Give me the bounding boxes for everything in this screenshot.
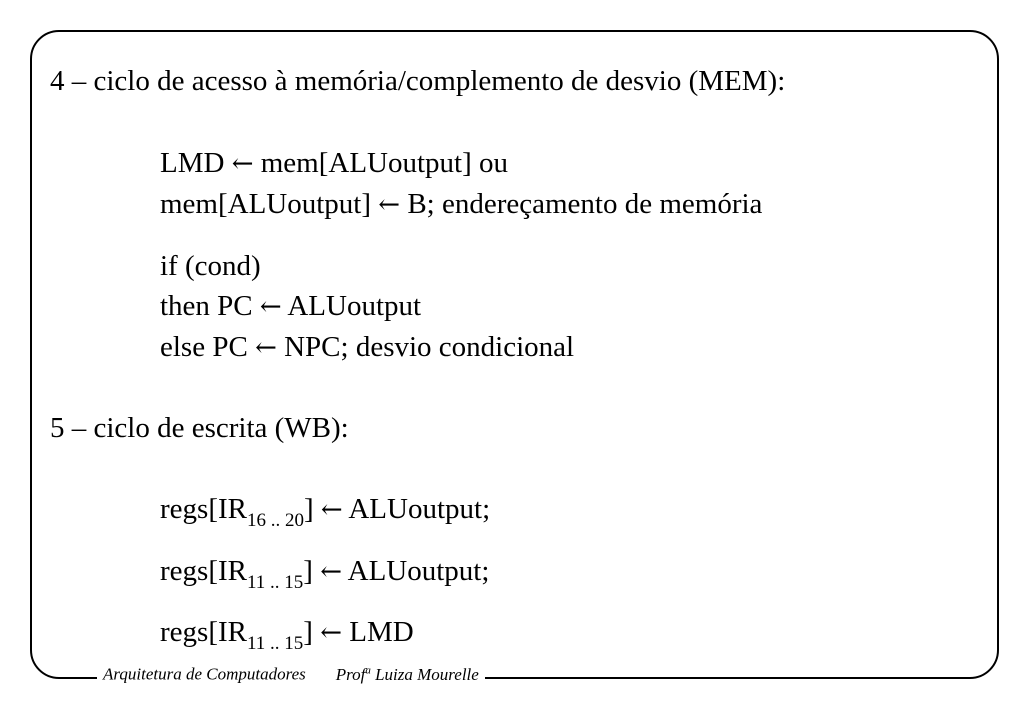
- register-subscript: 16 .. 20: [246, 510, 304, 531]
- professor-name: Prof$^a$ Luiza Mourelle: [335, 664, 479, 684]
- wb-line-3: $regs[IR_{11 .. 15}]$ ← LMD: [160, 616, 414, 654]
- left-arrow-icon: ←: [320, 618, 342, 648]
- branch-if-line: if (cond): [160, 250, 261, 282]
- branch-then-line: then PC ← ALUoutput: [160, 290, 422, 322]
- wb-line-1: $regs[IR_{16 .. 20}]$ ← ALUoutput;: [160, 493, 491, 531]
- slide-footer: [97, 665, 485, 683]
- left-arrow-icon: ←: [320, 495, 343, 525]
- mem-line-lmd: LMD ← mem[ALUoutput] ou: [160, 147, 509, 179]
- mem-line-store: mem[ALUoutput] ← B; endereçamento de memória: [160, 188, 763, 220]
- wb-cycle-heading: 5 – ciclo de escrita (WB):: [50, 412, 349, 444]
- left-arrow-icon: ←: [259, 292, 282, 322]
- wb-line-2: $regs[IR_{11 .. 15}]$ ← ALUoutput;: [160, 555, 490, 593]
- register-subscript: 11 .. 15: [246, 633, 304, 654]
- left-arrow-icon: ←: [378, 190, 401, 220]
- left-arrow-icon: ←: [320, 557, 342, 587]
- left-arrow-icon: ←: [255, 333, 277, 363]
- mem-cycle-heading: 4 – ciclo de acesso à memória/complemento de desvio (MEM):: [50, 65, 786, 97]
- course-name: Arquitetura de Computadores: [103, 664, 306, 684]
- register-subscript: 11 .. 15: [246, 572, 304, 593]
- branch-else-line: else PC ← NPC; desvio condicional: [160, 331, 575, 363]
- left-arrow-icon: ←: [231, 149, 254, 179]
